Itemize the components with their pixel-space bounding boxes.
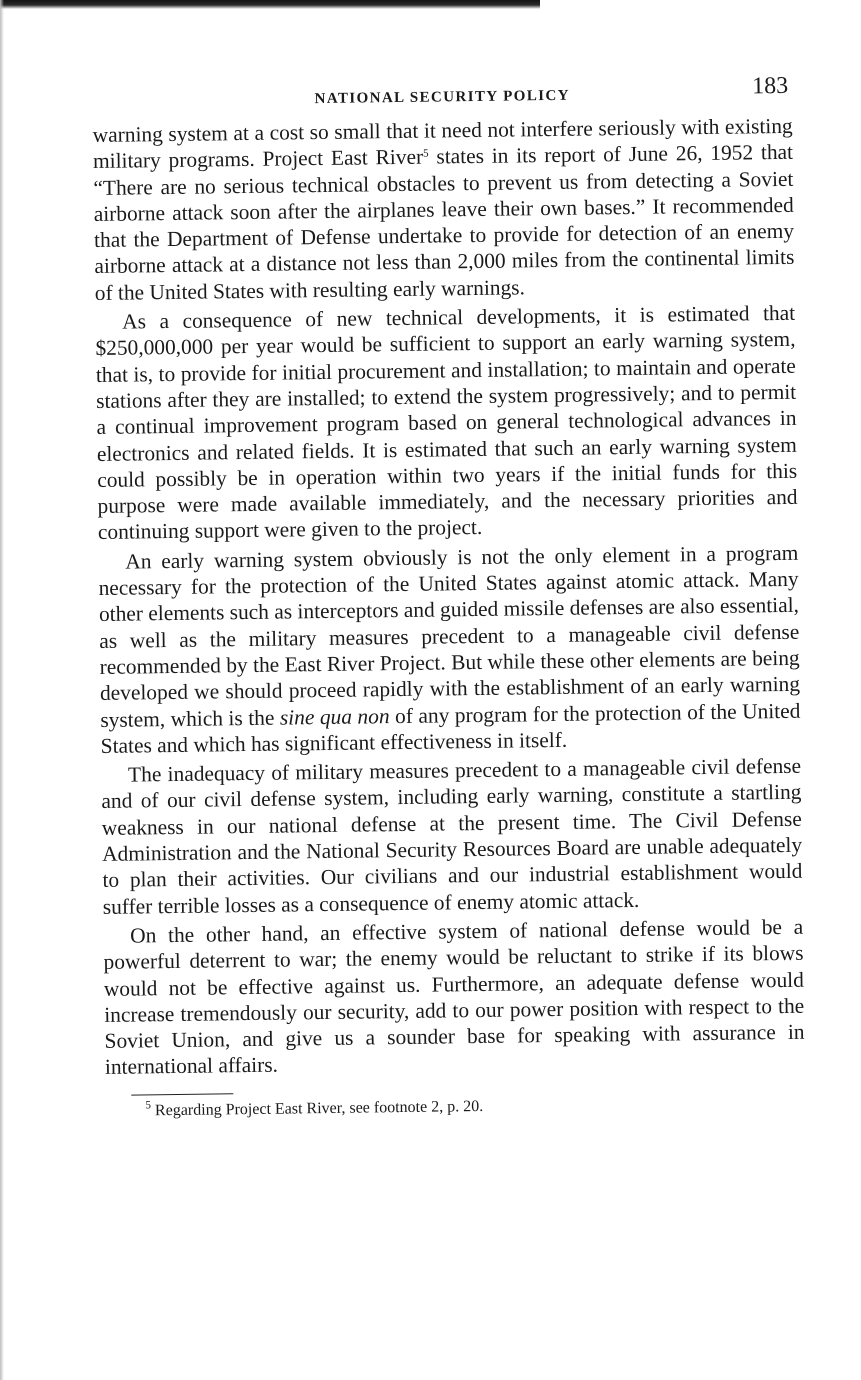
paragraph-5: On the other hand, an effective system of national defense would be a powerful deterrent to war; the enemy would be reluctant to strike if its blows would not be effective against us. Furthermore, an adequate defense would increase tremendously our security, add to our power position with respect to the Soviet Union, and give us a sounder base for speaking with assurance in international affairs. [103,914,805,1080]
latin-phrase: sine qua non [279,703,390,730]
footnote [145,1092,805,1121]
footnote-reference: 5 [422,147,429,160]
page-number: 183 [751,72,789,100]
paragraph-2: As a consequence of new technical developments, it is estimated that $250,000,000 per year would be sufficient to support an early warning system, that is, to provide for initial procurement and installation; to maintain and operate stations after they are installed; to extend the system progressively; and to permit a continual improvement program based on general technological advances in electronics and related fields. It is estimated that such an early warning system could possibly be in operation within two years if the initial funds for this purpose were made available immediately, and the necessary priorities and continuing support were given to the project. [95,300,798,545]
paragraph-1-text-continued: states in its report of June 26, 1952 that “There are no serious technical obstacles to prevent us from detecting a Soviet airborne attack soon after the airplanes leave their own bases.” It recommended that the Department of Defense undertake to provide for detection of an enemy airborne attack at a distance not less than 2,000 miles from the continental limits of the United States with resulting early warnings. [93,140,795,305]
paragraph-4: The inadequacy of military measures precedent to a manageable civil defense and of our civil defense system, including early warning, constitute a startling weakness in our national defense at the present time. The Civil Defense Administration and the National Security Resources Board are unable adequately to plan their activities. Our civilians and our industrial establishment would suffer terrible losses as a consequence of enemy atomic attack. [101,753,803,919]
paragraph-3-text: An early warning system obviously is not the only element in a program necessary for the protection of the United States against atomic attack. Many other elements such as interceptors and guided missile defenses are also essential, as well as the military measures precedent to a manageable civil defense recommended by the East River Project. But while these other elements are being developed we should proceed rapidly with the establishment of an early warning system, which is the [98,540,801,732]
document-page [92,71,808,1320]
footnote-divider [131,1093,233,1095]
page-header-title: NATIONAL SECURITY POLICY [314,87,571,108]
paragraph-3-text-continued: of any program for the protection of the United States and which has significant effectiveness in itself. [100,698,801,758]
paragraph-1-text: warning system at a cost so small that it need not interfere seriously with existing military programs. Project East River [92,113,793,174]
body-text [93,113,805,1081]
scan-shadow-top [0,0,540,9]
paragraph-3 [98,540,801,760]
footnote-marker: 5 [145,1099,152,1112]
scan-shadow-left [0,0,4,1380]
footnote-text: Regarding Project East River, see footnote 2, p. 20. [150,1097,484,1120]
paragraph-1 [93,113,795,306]
